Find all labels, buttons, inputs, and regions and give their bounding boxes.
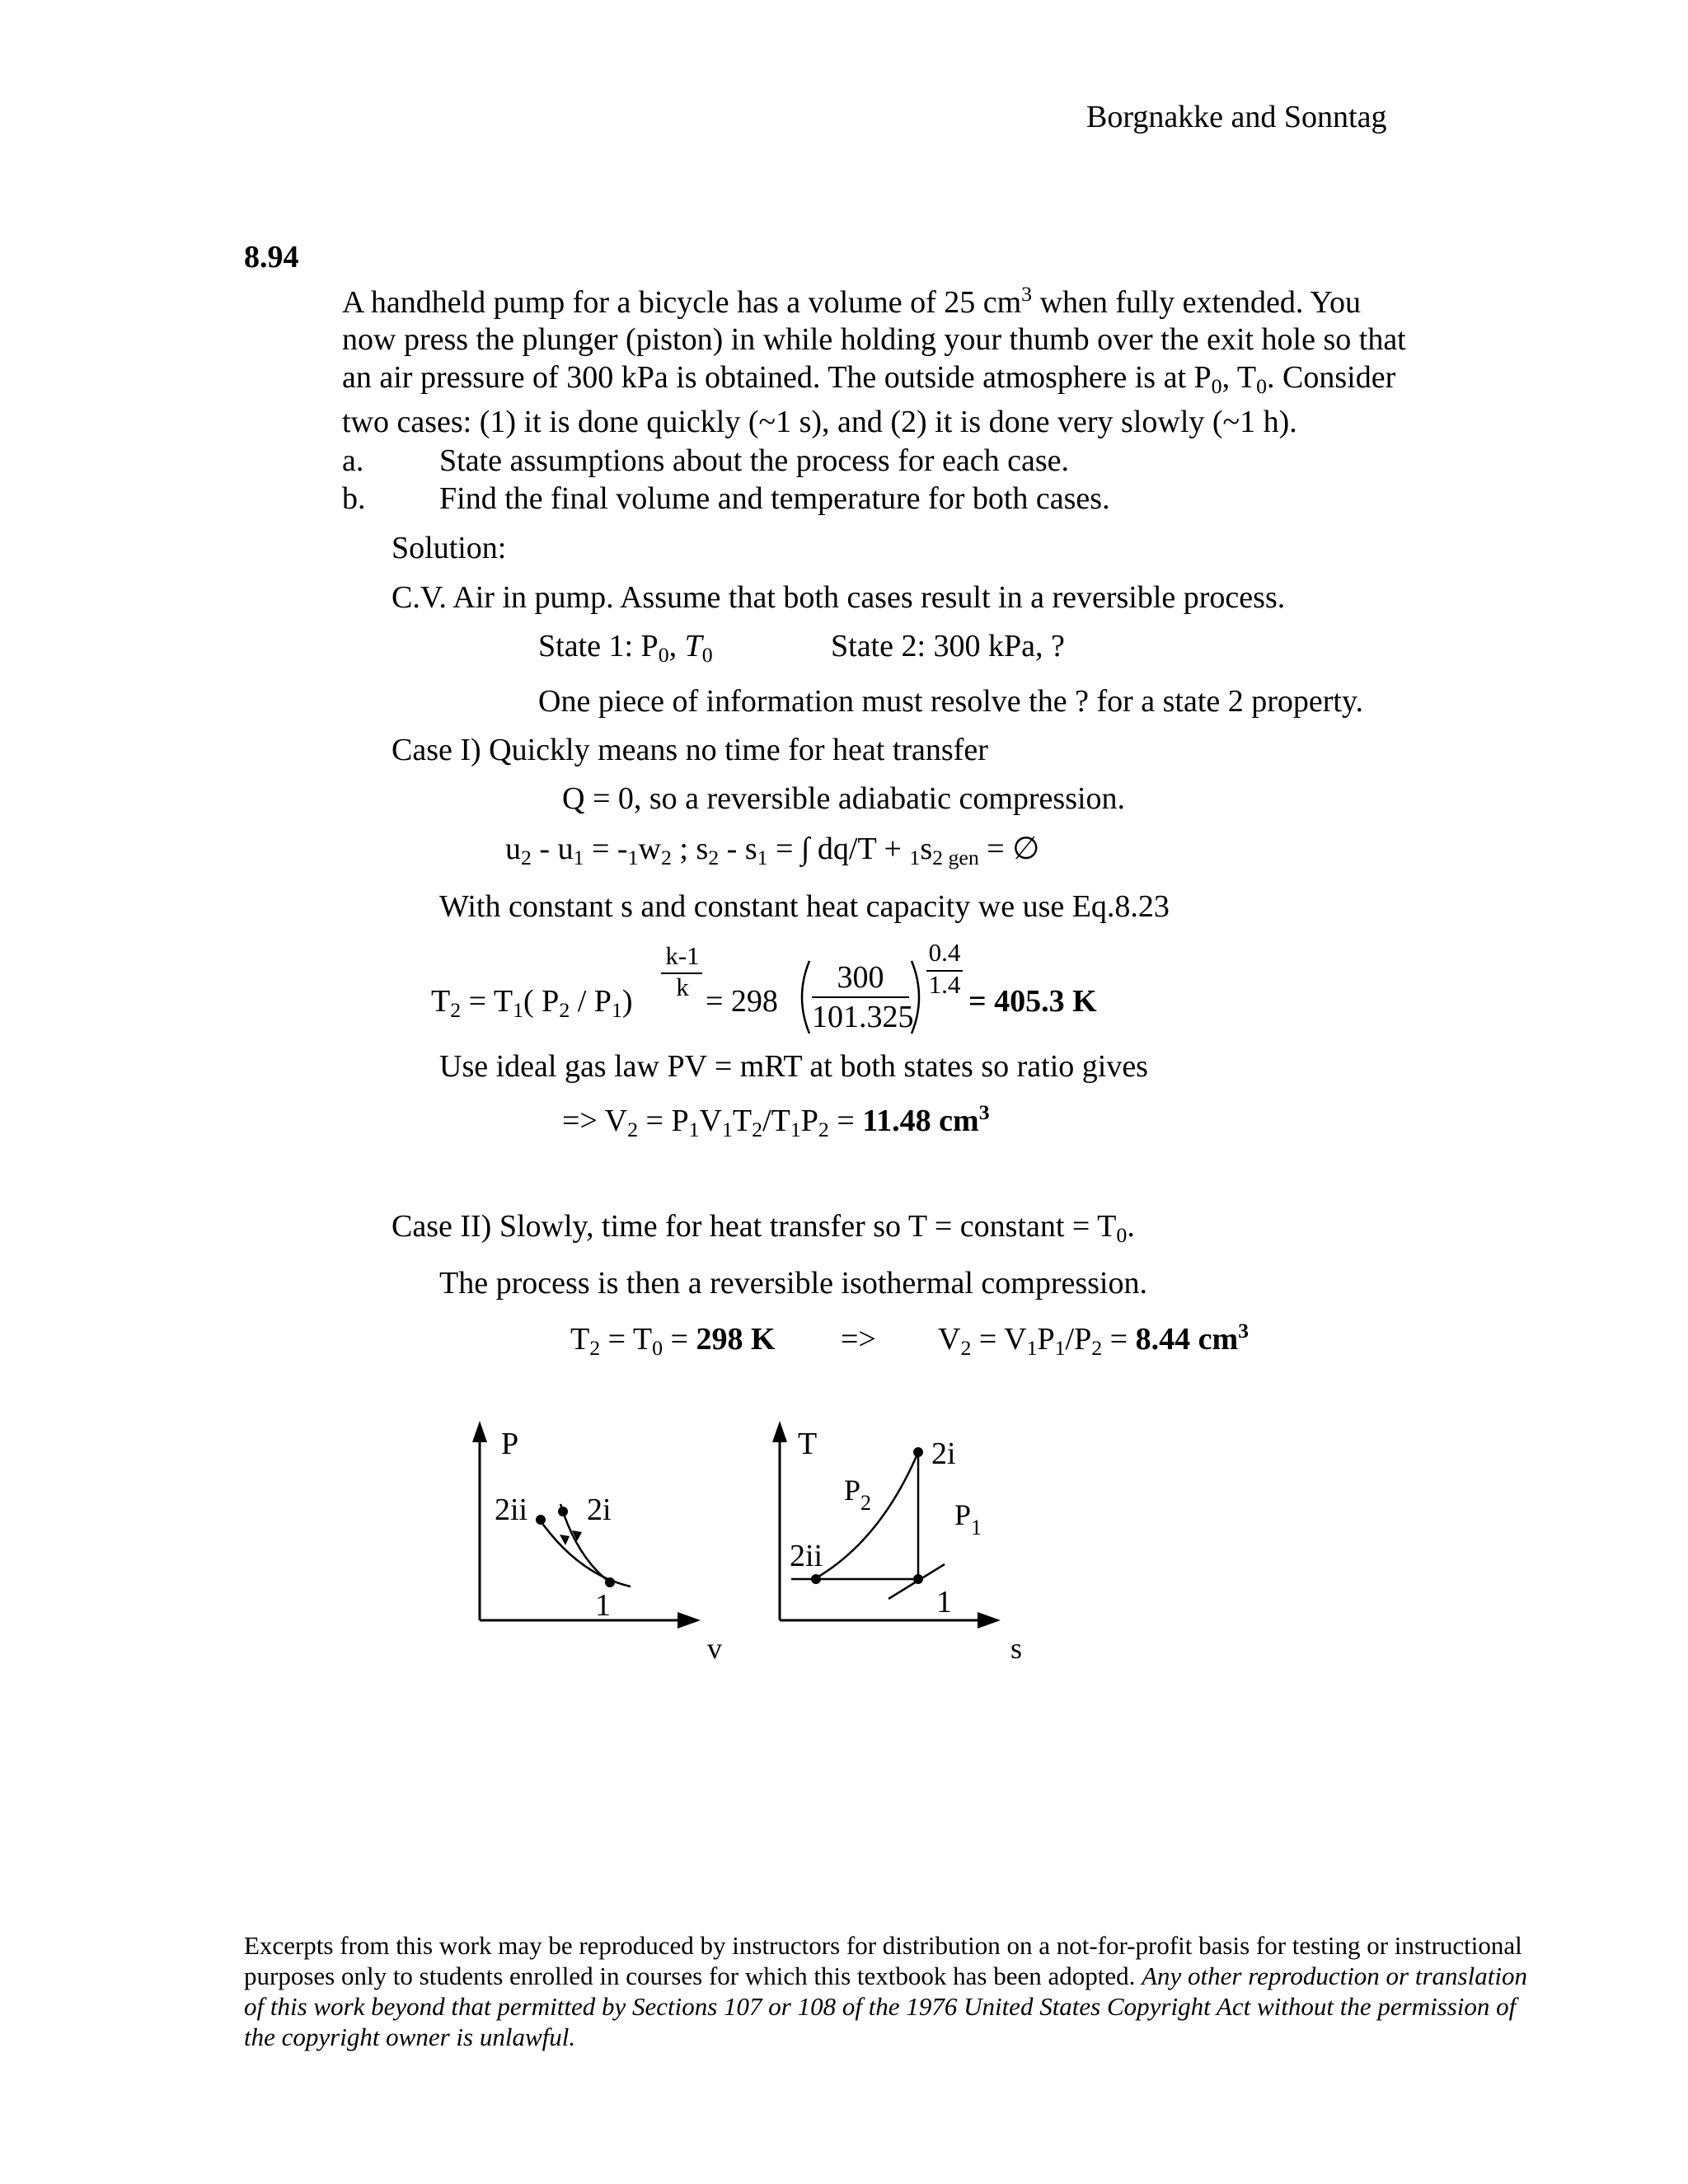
pv-label-1: 1 [595,1588,611,1623]
part-a-text: State assumptions about the process for each case. [439,443,1069,478]
case-2-title: Case II) Slowly, time for heat transfer so T = constant = $T_0$. [392,1209,1135,1248]
statement-line-4: two cases: (1) it is done quickly (~1 s), and (2) it is done very slowly (~1 h). [342,405,1297,439]
solution-heading: Solution: [392,531,507,565]
t2-result: = 405.3 K [968,984,1097,1019]
exponent2-denominator: 1.4 [928,970,961,999]
part-b-label: b. [342,481,366,516]
statement-line-2: now press the plunger (piston) in while holding your thumb over the exit hole so that [342,322,1406,357]
v2-equation: => $V_2 = P_1V_1T_2/T_1P_2 = 11.48$ $cm^3$ [562,1099,990,1142]
ts-point-1 [913,1574,923,1584]
ts-p2-label: $P_2$ [844,1474,872,1515]
ts-p1-label: $P_1$ [954,1498,982,1540]
ideal-gas-line: Use ideal gas law PV = mRT at both states so ratio gives [439,1049,1148,1084]
control-volume: C.V. Air in pump. Assume that both cases result in a reversible process. [392,580,1286,615]
fraction-numerator: 300 [837,960,884,995]
eq-reference: With constant s and constant heat capacity we use Eq.8.23 [439,889,1170,924]
ts-label-2ii: 2ii [790,1539,823,1573]
ts-label-2i: 2i [931,1436,956,1471]
fraction-denominator: 101.325 [812,1000,914,1034]
pv-point-2ii [536,1515,546,1525]
pv-point-1 [605,1577,615,1587]
pv-x-label: v [707,1632,722,1665]
case-2-t2: $T_2 = T_0 = 298$ K [570,1322,776,1361]
ts-point-2ii [811,1574,821,1584]
ts-y-label: T [798,1427,818,1461]
ts-y-arrow [772,1421,787,1442]
part-a-label: a. [342,443,364,478]
problem-number: 8.94 [244,240,299,274]
header-authors: Borgnakke and Sonntag [1086,100,1387,134]
pv-diagram [462,1418,758,1673]
pv-label-2i: 2i [587,1493,612,1527]
info-line: One piece of information must resolve the ? for a state 2 property. [538,684,1364,719]
statement-line-1: A handheld pump for a bicycle has a volume of 25 $cm^3$ when fully extended. You [342,281,1362,320]
ts-x-label: s [1010,1632,1023,1665]
t2-mid: = 298 [706,984,778,1019]
pv-x-arrow [678,1612,701,1629]
case-2-arrow: => [841,1322,876,1357]
ts-x-arrow [978,1612,1001,1629]
case-1-q: Q = 0, so a reversible adiabatic compression. [562,781,1126,816]
exponent2-numerator: 0.4 [928,938,961,967]
case-2-process: The process is then a reversible isothermal compression. [439,1266,1147,1301]
pv-point-2i [558,1507,568,1516]
state-2: State 2: 300 kPa, ? [831,629,1065,663]
state-1: State 1: $P_0$, $T_0$ [538,629,713,668]
part-b-text: Find the final volume and temperature for both cases. [439,481,1110,516]
pv-y-arrow [472,1421,487,1442]
case-1-title: Case I) Quickly means no time for heat transfer [392,733,988,767]
exponent-numerator: k-1 [665,941,700,970]
ts-p2-isobar [814,1452,918,1579]
left-paren [790,958,814,1037]
case-1-energy: $u_2 - u_1 = -_1w_2$ ; $s_2 - s_1$ = ∫ $dq/T + _1s_{2 gen}$ = ∅ [505,832,1040,870]
statement-line-3: an air pressure of 300 kPa is obtained. The outside atmosphere is at $P_0$, $T_0$. Consider [342,360,1396,399]
ts-diagram [757,1418,1053,1673]
pv-y-label: P [501,1427,519,1461]
ts-point-2i [913,1447,923,1457]
exponent-denominator: k [676,972,689,1001]
ts-label-1: 1 [936,1585,952,1619]
pv-label-2ii: 2ii [495,1493,528,1527]
copyright-footer: Excerpts from this work may be reproduced by instructors for distribution on a not-for-profit basis for testing or instructional purposes only to students enrolled in courses for which this textbook has been adopted. Any other reproduction or translation of this work beyond that permitted by Sections 107 or 108 of the 1976 United States Copyright Act without the permission of the copyright owner is unlawful. [244,1931,1527,2051]
t2-equation: $T_2 = T_1$( $P_2 / P_1$) [431,984,633,1023]
pv-process-arrow-isothermal [560,1535,570,1545]
pv-isothermal-curve [537,1516,631,1586]
fraction-bar [812,996,909,998]
case-2-v2: $V_2 = V_1P_1/P_2 = 8.44$ $cm^3$ [938,1318,1250,1361]
